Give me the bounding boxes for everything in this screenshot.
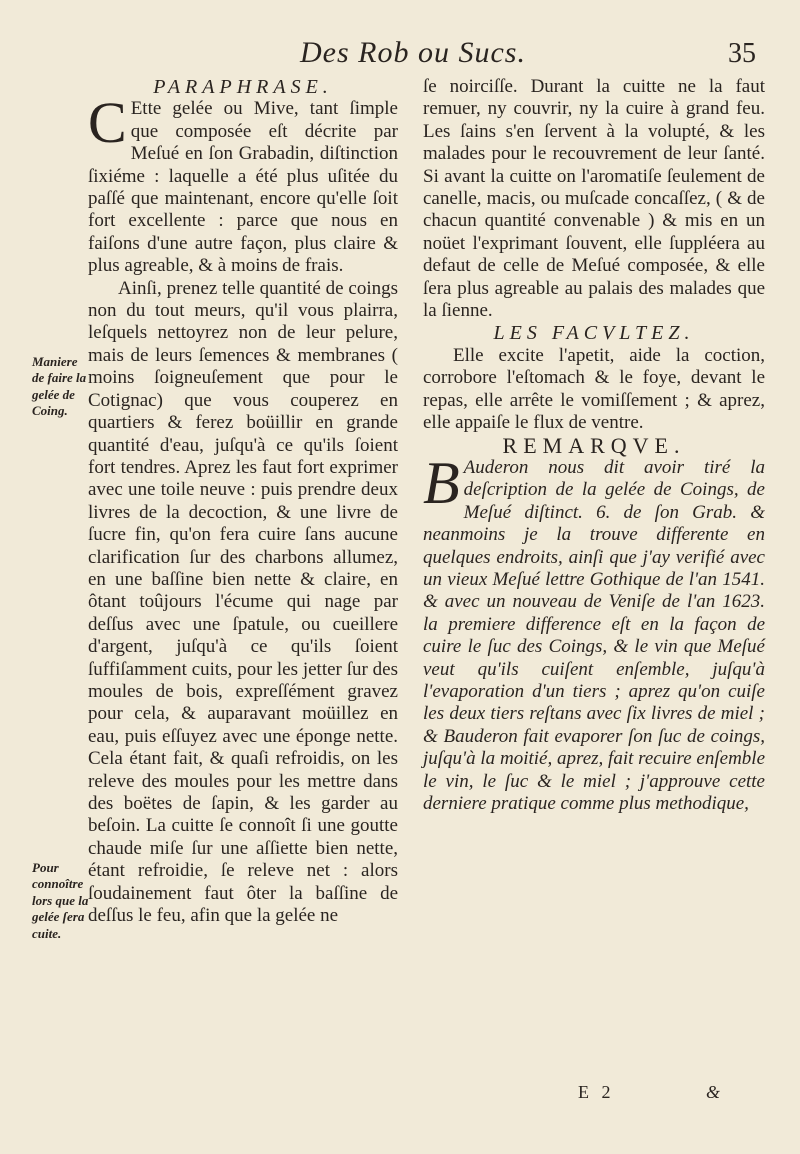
remarque-text: Auderon nous dit avoir tiré la deſcription de la gelée de Coings, de Meſué diſtinct. 6. de ſon Grab. & neanmoins je la trouve differente en quelques endroits, ainſi que j'ay verifié avec un vieux Meſué lettre Gothique de l'an 1541. & avec un nouveau de Veniſe de l'an 1623. la premiere difference eſt en la façon de cuire le ſuc des Coings, & le vin que Meſué veut qu'ils cuiſent enſemble, juſqu'à l'evaporation d'un tiers ; aprez qu'on cuiſe les deux tiers reſtans avec ſix livres de miel ; & Bauderon fait evaporer ſon ſuc de coings, juſqu'à la moitié, aprez, fait recuire enſemble le vin, le ſuc & le miel ; j'approuve cette derniere pratique comme plus methodique, [423,456,765,814]
catchword: & [706,1082,721,1102]
page-number: 35 [728,38,756,69]
margin-note-pour-connoitre: Pour connoître lors que la gelée ſera cuite. [32,860,89,941]
paraphrase-heading: PARAPHRASE. [153,76,333,98]
dropcap-c: C [88,90,127,156]
right-column [423,76,765,815]
facultez-heading: LES FACVLTEZ. [493,322,695,345]
left-column [88,76,398,927]
remarque-heading: REMARQVE. [502,432,686,458]
paraphrase-paragraph-2: Ainſi, prenez telle quantité de coings non du tout meurs, qu'il vous plairra, leſquels nettoyrez non de leur pelure, mais de leurs ſemences & membranes ( moins ſoigneuſement que pour le Cotignac) que vous couperez en quartiers & ferez boüillir en grande quantité d'eau, juſqu'à ce qu'ils ſoient fort tendres. Aprez les faut fort exprimer avec une toile neuve : puis prendre deux livres de la decoction, & une livre de ſucre fin, qu'on fera cuire ſans aucune clarification ſur des charbons allumez, en une baſſine bien nette & claire, en ôtant toûjours l'écume qui nage par deſſus avec une ſpatule, ou cueillere d'argent, juſqu'à ce qu'ils ſoient ſuffiſamment cuits, pour les jetter ſur des moules de bois, expreſſément gravez pour cela, & auparavant moüillez en eau, puis eſſuyez avec une éponge nette. Cela étant fait, & quaſi refroidis, on les releve des moules pour les mettre dans des boëtes de ſapin, & les garder au beſoin. La cuitte ſe connoît ſi une goutte chaude miſe ſur une aſſiette bien nette, étant refroidie, ſe releve net : alors ſoudainement faut ôter la baſſine de deſſus le feu, afin que la gelée ne [88,277,398,927]
remarque-paragraph [423,449,765,816]
dropcap-b: B [423,449,460,516]
paraphrase-text-1: Ette gelée ou Mive, tant ſimple que composée eſt décrite par Meſué en ſon Grabadin, diſtinction ſixiéme : laquelle a été plus uſitée du paſſé que maintenant, encore qu'elle ſoit fort excellente : parce que nous en faiſons d'une autre façon, plus claire & plus agreable, & à moins de frais. [88,98,398,277]
facultez-paragraph: Elle excite l'apetit, aide la coction, corrobore l'eſtomach & le foye, devant le repas, elle arrête le vomiſſement ; & aprez, elle appaiſe le flux de ventre. [423,344,765,434]
paraphrase-paragraph-1 [88,90,398,277]
running-head: Des Rob ou Sucs. [300,36,526,69]
signature-mark: E 2 [578,1082,615,1102]
right-paragraph-1: ſe noirciſſe. Durant la cuitte ne la faut remuer, ny couvrir, ny la cuire à grand feu. Les ſains s'en ſervent à la volupté, & les malades pour le recouvrement de leur ſanté. Si avant la cuitte on l'aromatiſe ſeulement de canelle, macis, ou muſcade concaſſez, ( & de chacun quantité convenable ) & mis en un noüet l'exprimant ſouvent, elle ſuppléera au defaut de celle de Meſué composée, & elle ſera plus agreable au palais des malades que la ſienne. [423,76,765,322]
margin-note-maniere: Maniere de faire la gelée de Coing. [32,354,87,419]
